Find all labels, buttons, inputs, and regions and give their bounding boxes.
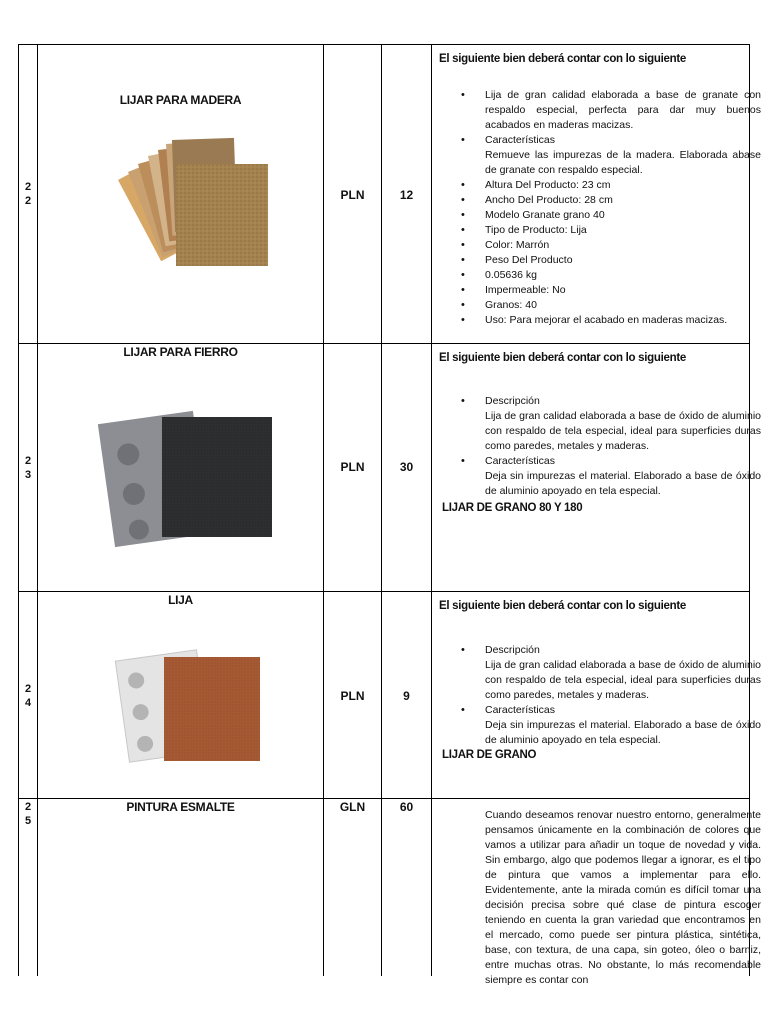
item-number: 2 5 — [18, 798, 38, 976]
table-row — [18, 591, 761, 799]
product-cell — [38, 591, 324, 798]
quantity-cell: 9 — [382, 591, 432, 798]
description-cell — [432, 798, 761, 986]
description-cell — [432, 44, 761, 343]
spec-list — [485, 643, 761, 748]
list-item: • Ancho Del Producto: 28 cm — [485, 193, 761, 208]
product-name: LIJA — [168, 593, 193, 607]
description-paragraph: Cuando deseamos renovar nuestro entorno, generalmente pensamos únicamente en la combinación de colores que vamos a utilizar para añadir un toque de novedad y vida. Sin embargo, algo que podemos llegar a ignorar, es el tipo de pintura que vamos a implementar para ello. Evidentemente, ante la mirada común es difícil tomar una decisión precisa sobre qué clase de pintura escoger teniendo en cuenta la gran variedad que encontramos en el mercado, como puede ser pintura plástica, sintética, base, con textura, de una capa, sin goteo, óleo o barniz, entre muchas otras. No obstante, lo más recomendable siempre es contar con — [485, 809, 761, 986]
table-row — [18, 44, 761, 344]
list-item: • Características — [485, 454, 761, 469]
table-row — [18, 343, 761, 592]
description-cell — [432, 343, 761, 591]
quantity-cell: 12 — [382, 44, 432, 343]
list-item: • Características — [485, 703, 761, 718]
sandpaper-wood-icon — [108, 132, 274, 268]
list-item: Deja sin impurezas el material. Elaborado a base de óxido de aluminio apoyado en tela especial. — [485, 719, 761, 746]
quantity-cell: 60 — [382, 798, 432, 976]
unit-cell: PLN — [324, 591, 382, 798]
spec-heading: El siguiente bien deberá contar con lo siguiente — [439, 600, 686, 612]
product-cell — [38, 798, 324, 976]
list-item: • Altura Del Producto: 23 cm — [485, 178, 761, 193]
unit-cell: GLN — [324, 798, 382, 976]
spec-heading: El siguiente bien deberá contar con lo siguiente — [439, 53, 686, 65]
list-item: • Granos: 40 — [485, 298, 761, 313]
list-item: Deja sin impurezas el material. Elaborado a base de óxido de aluminio apoyado en tela especial. — [485, 470, 761, 497]
list-item: • 0.05636 kg — [485, 268, 761, 283]
spec-list — [485, 394, 761, 499]
list-item: • Color: Marrón — [485, 238, 761, 253]
unit-cell: PLN — [324, 343, 382, 591]
item-number: 2 2 — [18, 44, 38, 343]
quantity-cell: 30 — [382, 343, 432, 591]
product-name: LIJAR PARA MADERA — [119, 93, 242, 107]
item-number: 2 3 — [18, 343, 38, 591]
product-name: PINTURA ESMALTE — [126, 800, 235, 814]
sandpaper-sheet-icon — [118, 647, 268, 763]
list-item: • Tipo de Producto: Lija — [485, 223, 761, 238]
list-item: • Características — [485, 133, 761, 148]
list-item: • Modelo Granate grano 40 — [485, 208, 761, 223]
product-cell — [38, 44, 324, 343]
description-cell — [432, 591, 761, 798]
item-number: 2 4 — [18, 591, 38, 798]
list-item: Lija de gran calidad elaborada a base de óxido de aluminio con respaldo de tela especial, ideal para superficies duras como paredes, metales y maderas. — [485, 659, 761, 701]
table-row — [18, 798, 761, 986]
product-name: LIJAR PARA FIERRO — [123, 345, 238, 359]
grain-note: LIJAR DE GRANO 80 Y 180 — [442, 502, 583, 514]
list-item: • Descripción — [485, 394, 761, 409]
list-item: • Uso: Para mejorar el acabado en maderas macizas. — [485, 313, 761, 328]
list-item: • Impermeable: No — [485, 283, 761, 298]
unit-cell: PLN — [324, 44, 382, 343]
list-item: • Lija de gran calidad elaborada a base de granate con respaldo especial, perfecta para dar muy buenos acabados en maderas macizas. — [485, 88, 761, 133]
list-item: • Descripción — [485, 643, 761, 658]
spec-list — [485, 88, 761, 328]
sandpaper-metal-icon — [106, 403, 276, 543]
product-cell — [38, 343, 324, 591]
list-item: Remueve las impurezas de la madera. Elaborada abase de granate con respaldo especial. — [485, 149, 761, 176]
grain-note: LIJAR DE GRANO — [442, 749, 537, 761]
list-item: Lija de gran calidad elaborada a base de óxido de aluminio con respaldo de tela especial, ideal para superficies duras como paredes, metales y maderas. — [485, 410, 761, 452]
spec-heading: El siguiente bien deberá contar con lo siguiente — [439, 352, 686, 364]
list-item: • Peso Del Producto — [485, 253, 761, 268]
